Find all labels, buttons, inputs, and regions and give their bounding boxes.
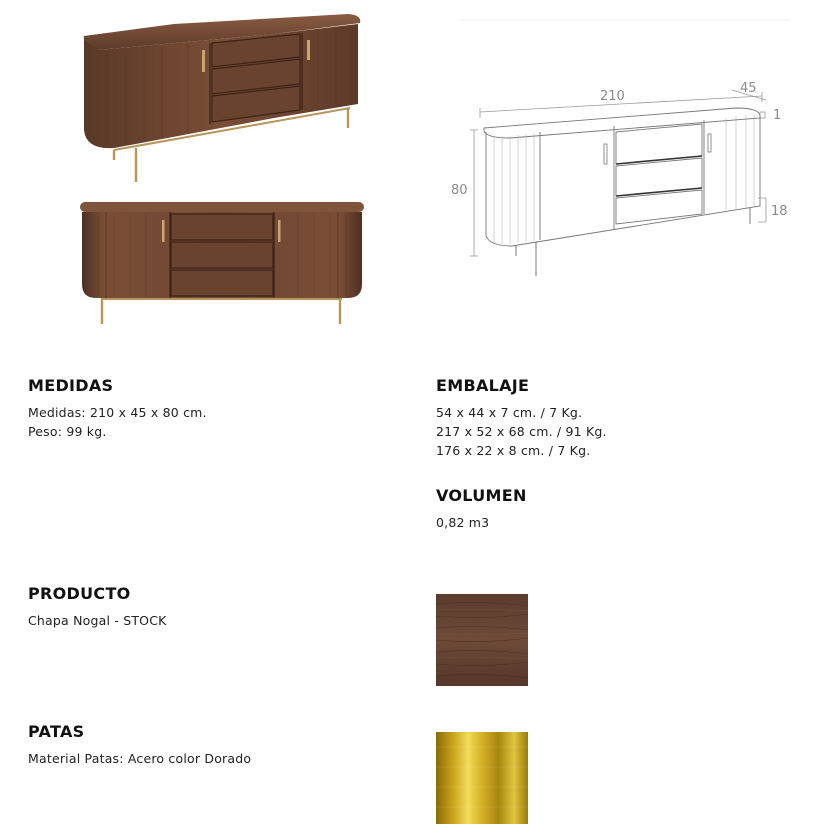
dim-top-thickness-label: 1: [773, 108, 782, 123]
medidas-line: Medidas: 210 x 45 x 80 cm.: [28, 405, 207, 420]
dim-height-label: 80: [451, 183, 468, 198]
producto-heading: PRODUCTO: [28, 584, 131, 603]
embalaje-line: 176 x 22 x 8 cm. / 7 Kg.: [436, 443, 591, 458]
dimension-drawing: [440, 10, 810, 290]
medidas-section: [28, 376, 207, 441]
patas-value: Material Patas: Acero color Dorado: [28, 751, 252, 766]
producto-section: [28, 584, 167, 630]
producto-value: Chapa Nogal - STOCK: [28, 613, 167, 628]
volumen-heading: VOLUMEN: [436, 486, 527, 505]
dim-depth-label: 45: [740, 81, 757, 96]
volumen-value: 0,82 m3: [436, 515, 490, 530]
embalaje-line: 217 x 52 x 68 cm. / 91 Kg.: [436, 424, 607, 439]
walnut-veneer-swatch: [436, 594, 528, 686]
embalaje-heading: EMBALAJE: [436, 376, 530, 395]
embalaje-line: 54 x 44 x 7 cm. / 7 Kg.: [436, 405, 583, 420]
patas-heading: PATAS: [28, 722, 85, 741]
dim-width-label: 210: [600, 89, 625, 104]
patas-section: [28, 722, 251, 768]
medidas-line: Peso: 99 kg.: [28, 424, 107, 439]
sideboard-front-photo: [78, 198, 366, 326]
sideboard-perspective-photo: [78, 10, 368, 185]
gold-steel-swatch: [436, 732, 528, 824]
embalaje-section: [436, 376, 607, 460]
dim-leg-height-label: 18: [771, 204, 788, 219]
medidas-heading: MEDIDAS: [28, 376, 114, 395]
volumen-section: [436, 486, 527, 532]
